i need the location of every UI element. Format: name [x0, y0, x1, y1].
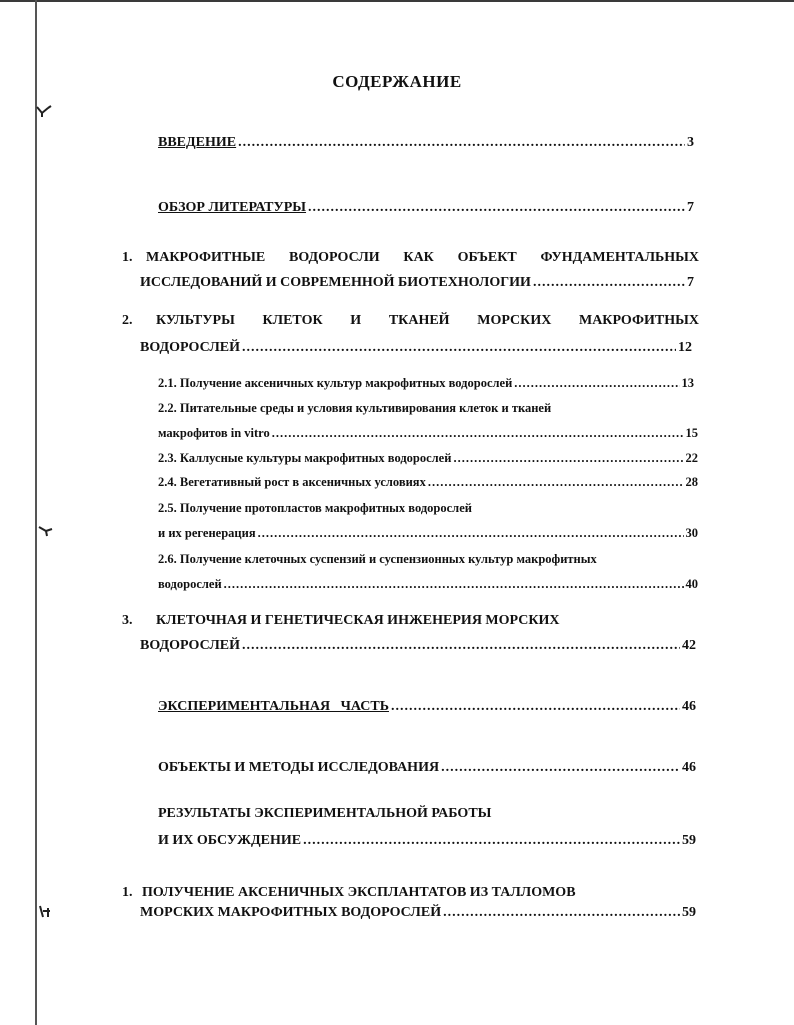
toc-subentry[interactable]	[158, 469, 698, 495]
page-number: 40	[685, 577, 698, 591]
page-number: 15	[685, 426, 698, 440]
binding-hole-mark	[36, 104, 52, 118]
toc-entry-line1[interactable]: МАКРОФИТНЫЕ ВОДОРОСЛИ КАК ОБЪЕКТ ФУНДАМЕНТАЛЬНЫХ	[146, 250, 699, 265]
dot-leader	[258, 520, 684, 546]
dot-leader	[441, 755, 680, 781]
entry-text: ОБЗОР ЛИТЕРАТУРЫ	[158, 200, 307, 215]
dot-leader	[242, 335, 676, 361]
scan-left-edge	[35, 0, 37, 1025]
page-number: 7	[687, 275, 694, 290]
dot-leader	[514, 370, 679, 396]
dot-leader	[453, 445, 683, 471]
binding-hole-mark	[37, 905, 53, 919]
dot-leader	[272, 420, 684, 446]
toc-entry-line1[interactable]: КЛЕТОЧНАЯ И ГЕНЕТИЧЕСКАЯ ИНЖЕНЕРИЯ МОРСКИХ	[156, 613, 560, 628]
entry-text: МОРСКИХ МАКРОФИТНЫХ ВОДОРОСЛЕЙ	[140, 905, 442, 920]
section-number: 1.	[122, 250, 133, 265]
entry-text: ЭКСПЕРИМЕНТАЛЬНАЯ ЧАСТЬ	[158, 699, 389, 714]
page-number: 13	[681, 376, 694, 390]
entry-text: ОБЪЕКТЫ И МЕТОДЫ ИССЛЕДОВАНИЯ	[158, 760, 440, 775]
dot-leader	[533, 270, 685, 296]
page-number: 22	[685, 451, 698, 465]
section-number: 2.	[122, 313, 133, 328]
toc-entry-line2[interactable]	[140, 633, 696, 659]
entry-text: И ИХ ОБСУЖДЕНИЕ	[158, 833, 302, 848]
toc-subentry-line2[interactable]	[158, 520, 698, 546]
dot-leader	[303, 828, 680, 854]
toc-entry-literature-review[interactable]	[158, 195, 694, 221]
page-number: 46	[682, 760, 696, 775]
toc-subentry[interactable]	[158, 445, 698, 471]
entry-text: макрофитов in vitro	[158, 426, 270, 440]
page-number: 46	[682, 699, 696, 714]
toc-subentry-line1[interactable]: 2.2. Питательные среды и условия культивирования клеток и тканей	[158, 401, 552, 415]
toc-entry-experimental-part[interactable]	[158, 694, 696, 720]
scan-top-edge	[0, 0, 794, 6]
toc-entry-line2[interactable]	[140, 900, 696, 926]
entry-text: 2.4. Вегетативный рост в аксеничных условиях	[158, 475, 426, 489]
page-number: 59	[682, 905, 696, 920]
entry-text: ВОДОРОСЛЕЙ	[140, 340, 241, 355]
toc-entry-introduction[interactable]	[158, 130, 694, 156]
toc-entry-line2[interactable]	[158, 828, 696, 854]
dot-leader	[238, 130, 685, 156]
entry-text: ВВЕДЕНИЕ	[158, 135, 237, 150]
toc-entry-line1[interactable]: РЕЗУЛЬТАТЫ ЭКСПЕРИМЕНТАЛЬНОЙ РАБОТЫ	[158, 806, 492, 821]
page-number: 7	[687, 200, 694, 215]
entry-text: водорослей	[158, 577, 222, 591]
dot-leader	[224, 571, 684, 597]
page-number: 28	[685, 475, 698, 489]
dot-leader	[428, 469, 684, 495]
section-number: 3.	[122, 613, 133, 628]
entry-text: 2.3. Каллусные культуры макрофитных водорослей	[158, 451, 452, 465]
entry-text: ВОДОРОСЛЕЙ	[140, 638, 241, 653]
toc-entry-line2[interactable]	[140, 270, 694, 296]
toc-entry-methods[interactable]	[158, 755, 696, 781]
toc-entry-line2[interactable]	[140, 335, 692, 361]
dot-leader	[443, 900, 680, 926]
entry-text: 2.1. Получение аксеничных культур макрофитных водорослей	[158, 376, 513, 390]
toc-subentry-line2[interactable]	[158, 571, 698, 597]
toc-subentry-line1[interactable]: 2.6. Получение клеточных суспензий и суспензионных культур макрофитных	[158, 552, 597, 566]
page-title: СОДЕРЖАНИЕ	[332, 72, 462, 91]
page-number: 30	[685, 526, 698, 540]
dot-leader	[391, 694, 680, 720]
entry-text: и их регенерация	[158, 526, 256, 540]
page-number: 59	[682, 833, 696, 848]
entry-text: ИССЛЕДОВАНИЙ И СОВРЕМЕННОЙ БИОТЕХНОЛОГИИ	[140, 275, 531, 290]
toc-subentry-line2[interactable]	[158, 420, 698, 446]
toc-subentry[interactable]	[158, 370, 694, 396]
page-number: 42	[682, 638, 696, 653]
binding-hole-mark	[38, 523, 54, 537]
page-number: 12	[678, 340, 692, 355]
page-number: 3	[687, 135, 694, 150]
toc-entry-line1[interactable]: КУЛЬТУРЫ КЛЕТОК И ТКАНЕЙ МОРСКИХ МАКРОФИТНЫХ	[156, 313, 699, 328]
toc-entry-line1[interactable]: ПОЛУЧЕНИЕ АКСЕНИЧНЫХ ЭКСПЛАНТАТОВ ИЗ ТАЛЛОМОВ	[142, 885, 576, 900]
toc-subentry-line1[interactable]: 2.5. Получение протопластов макрофитных водорослей	[158, 501, 472, 515]
dot-leader	[308, 195, 685, 221]
section-number: 1.	[122, 885, 133, 900]
dot-leader	[242, 633, 680, 659]
